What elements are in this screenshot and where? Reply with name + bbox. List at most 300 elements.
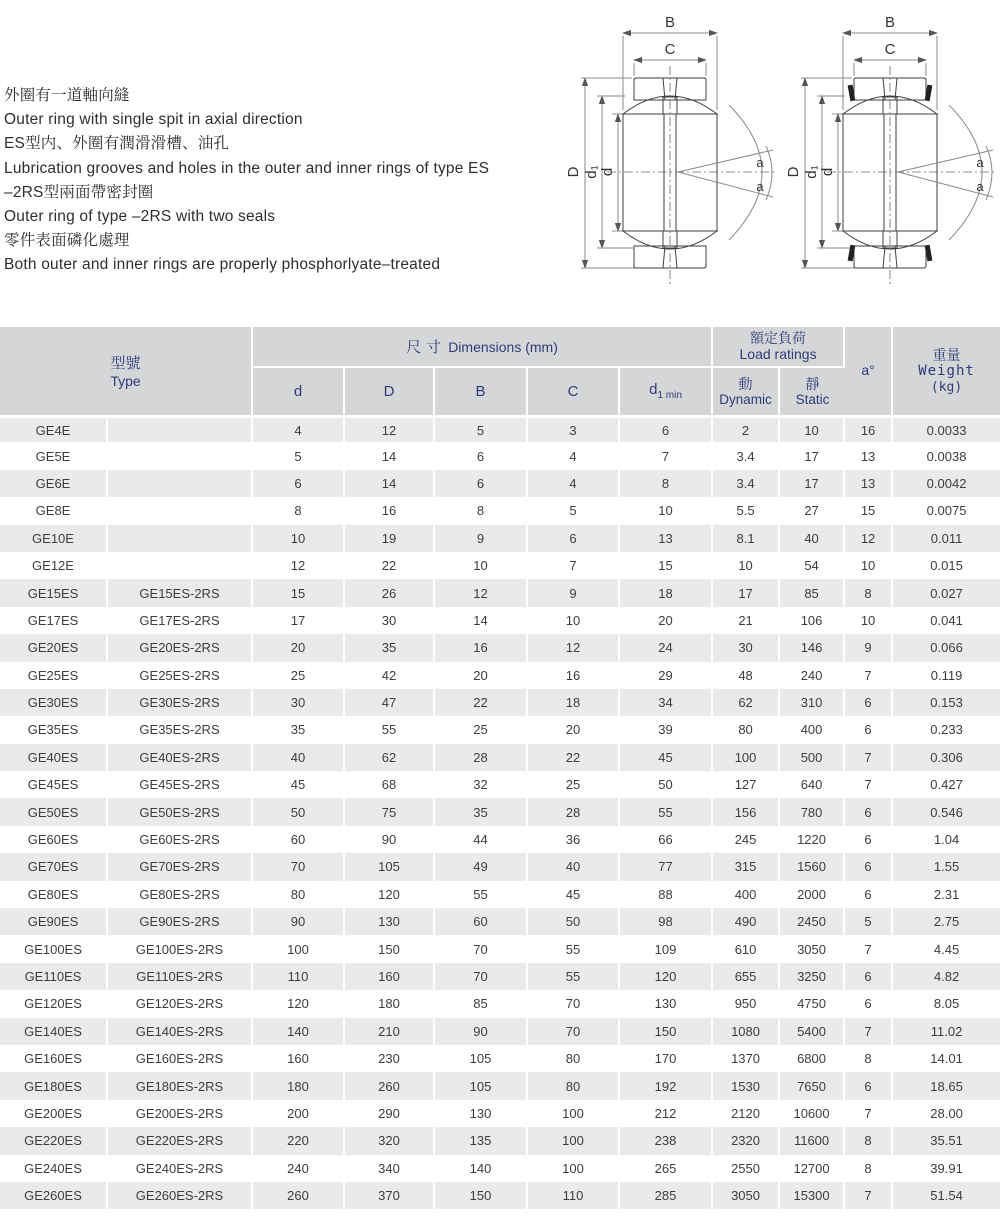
table-row bbox=[0, 963, 1000, 990]
cell-d: 40 bbox=[253, 744, 345, 771]
cell-type-2rs: GE100ES-2RS bbox=[108, 935, 253, 962]
cell-d: 70 bbox=[253, 853, 345, 880]
cell-type: GE5E bbox=[0, 442, 108, 469]
cell-static: 146 bbox=[780, 634, 845, 661]
note-line: 外圈有一道軸向縫 bbox=[4, 87, 130, 104]
cell-d1-min: 150 bbox=[620, 1018, 713, 1045]
cell-type: GE120ES bbox=[0, 990, 108, 1017]
cell-static: 400 bbox=[780, 716, 845, 743]
cell-type: GE50ES bbox=[0, 798, 108, 825]
cell-C: 18 bbox=[528, 689, 620, 716]
cell-C: 70 bbox=[528, 1018, 620, 1045]
cell-type-2rs: GE160ES-2RS bbox=[108, 1045, 253, 1072]
cell-D: 19 bbox=[345, 525, 435, 552]
cell-angle: 8 bbox=[845, 1155, 893, 1182]
cell-D: 260 bbox=[345, 1072, 435, 1099]
cell-angle: 6 bbox=[845, 990, 893, 1017]
cell-angle: 7 bbox=[845, 744, 893, 771]
cell-D: 210 bbox=[345, 1018, 435, 1045]
cell-C: 9 bbox=[528, 579, 620, 606]
cell-static: 10 bbox=[780, 415, 845, 442]
cell-angle: 6 bbox=[845, 689, 893, 716]
cell-C: 45 bbox=[528, 881, 620, 908]
header-weight-zh: 重量 bbox=[932, 346, 961, 363]
cell-B: 105 bbox=[435, 1045, 528, 1072]
table-row bbox=[0, 990, 1000, 1017]
dim-label-d1: d₁ bbox=[583, 165, 600, 179]
cell-C: 40 bbox=[528, 853, 620, 880]
table-row bbox=[0, 716, 1000, 743]
cell-type-2rs: GE200ES-2RS bbox=[108, 1100, 253, 1127]
dim-label-C: C bbox=[884, 41, 896, 58]
cell-B: 105 bbox=[435, 1072, 528, 1099]
cell-type-2rs: GE45ES-2RS bbox=[108, 771, 253, 798]
dim-label-d: d bbox=[599, 167, 616, 177]
cell-type: GE60ES bbox=[0, 826, 108, 853]
cell-B: 8 bbox=[435, 497, 528, 524]
cell-weight: 0.066 bbox=[893, 634, 1000, 661]
cell-D: 26 bbox=[345, 579, 435, 606]
cell-d: 120 bbox=[253, 990, 345, 1017]
cell-type: GE240ES bbox=[0, 1155, 108, 1182]
table-row bbox=[0, 689, 1000, 716]
cell-C: 80 bbox=[528, 1045, 620, 1072]
header-type bbox=[0, 327, 253, 415]
bearing-spec-table bbox=[0, 327, 1000, 1209]
cell-B: 14 bbox=[435, 607, 528, 634]
cell-type: GE70ES bbox=[0, 853, 108, 880]
cell-d1-min: 29 bbox=[620, 662, 713, 689]
cell-d: 10 bbox=[253, 525, 345, 552]
cell-type: GE110ES bbox=[0, 963, 108, 990]
cell-angle: 6 bbox=[845, 1072, 893, 1099]
cell-static: 2450 bbox=[780, 908, 845, 935]
cell-type-2rs: GE30ES-2RS bbox=[108, 689, 253, 716]
table-row bbox=[0, 798, 1000, 825]
cell-type-2rs: GE25ES-2RS bbox=[108, 662, 253, 689]
cell-D: 16 bbox=[345, 497, 435, 524]
cell-weight: 0.306 bbox=[893, 744, 1000, 771]
header-load-en: Load ratings bbox=[739, 345, 817, 362]
cell-type-2rs: GE110ES-2RS bbox=[108, 963, 253, 990]
cell-B: 28 bbox=[435, 744, 528, 771]
cell-C: 25 bbox=[528, 771, 620, 798]
cell-C: 20 bbox=[528, 716, 620, 743]
cell-weight: 35.51 bbox=[893, 1127, 1000, 1154]
cell-d: 20 bbox=[253, 634, 345, 661]
cell-weight: 0.0033 bbox=[893, 415, 1000, 442]
cell-angle: 8 bbox=[845, 579, 893, 606]
cell-static: 500 bbox=[780, 744, 845, 771]
cell-B: 55 bbox=[435, 881, 528, 908]
header-load-ratings bbox=[713, 327, 845, 368]
cell-d1-min: 6 bbox=[620, 415, 713, 442]
cell-d1-min: 15 bbox=[620, 552, 713, 579]
cell-d: 140 bbox=[253, 1018, 345, 1045]
header-col-B: B bbox=[435, 368, 528, 415]
cell-type-2rs: GE17ES-2RS bbox=[108, 607, 253, 634]
cell-type-2rs: GE140ES-2RS bbox=[108, 1018, 253, 1045]
cell-weight: 0.0038 bbox=[893, 442, 1000, 469]
cell-angle: 8 bbox=[845, 1127, 893, 1154]
table-row bbox=[0, 470, 1000, 497]
cell-type: GE220ES bbox=[0, 1127, 108, 1154]
cell-dynamic: 48 bbox=[713, 662, 780, 689]
cell-d: 12 bbox=[253, 552, 345, 579]
cell-type: GE80ES bbox=[0, 881, 108, 908]
cell-B: 60 bbox=[435, 908, 528, 935]
table-row bbox=[0, 826, 1000, 853]
cell-B: 10 bbox=[435, 552, 528, 579]
cell-d: 15 bbox=[253, 579, 345, 606]
table-row bbox=[0, 744, 1000, 771]
cell-D: 35 bbox=[345, 634, 435, 661]
cell-type-2rs: GE80ES-2RS bbox=[108, 881, 253, 908]
note-line: ES型内、外圈有潤滑滑槽、油孔 bbox=[4, 135, 230, 153]
cell-d: 220 bbox=[253, 1127, 345, 1154]
cell-weight: 18.65 bbox=[893, 1072, 1000, 1099]
cell-weight: 0.015 bbox=[893, 552, 1000, 579]
cell-dynamic: 3050 bbox=[713, 1182, 780, 1209]
cell-d: 35 bbox=[253, 716, 345, 743]
table-row bbox=[0, 552, 1000, 579]
cell-type-2rs: GE220ES-2RS bbox=[108, 1127, 253, 1154]
cell-static: 10600 bbox=[780, 1100, 845, 1127]
cell-C: 7 bbox=[528, 552, 620, 579]
cell-weight: 0.011 bbox=[893, 525, 1000, 552]
cell-static: 5400 bbox=[780, 1018, 845, 1045]
cell-angle: 7 bbox=[845, 1182, 893, 1209]
table-row bbox=[0, 415, 1000, 442]
cell-d: 6 bbox=[253, 470, 345, 497]
cell-type-2rs bbox=[108, 415, 253, 442]
dim-label-B: B bbox=[664, 14, 676, 31]
dim-label-D: D bbox=[565, 166, 582, 178]
cell-d1-min: 88 bbox=[620, 881, 713, 908]
cell-weight: 0.119 bbox=[893, 662, 1000, 689]
header-type-zh: 型號 bbox=[110, 354, 141, 372]
cell-dynamic: 80 bbox=[713, 716, 780, 743]
cell-type: GE15ES bbox=[0, 579, 108, 606]
cell-D: 47 bbox=[345, 689, 435, 716]
cell-dynamic: 127 bbox=[713, 771, 780, 798]
cell-weight: 28.00 bbox=[893, 1100, 1000, 1127]
cell-d1-min: 13 bbox=[620, 525, 713, 552]
cell-weight: 0.546 bbox=[893, 798, 1000, 825]
header-weight bbox=[893, 327, 1000, 415]
note-line: –2RS型兩面帶密封圈 bbox=[4, 183, 154, 201]
cell-d1-min: 39 bbox=[620, 716, 713, 743]
cell-type-2rs: GE260ES-2RS bbox=[108, 1182, 253, 1209]
header-weight-unit: (kg) bbox=[930, 379, 963, 395]
cell-type-2rs: GE240ES-2RS bbox=[108, 1155, 253, 1182]
cell-dynamic: 490 bbox=[713, 908, 780, 935]
cell-d: 160 bbox=[253, 1045, 345, 1072]
cell-d1-min: 130 bbox=[620, 990, 713, 1017]
cell-static: 3250 bbox=[780, 963, 845, 990]
angle-label-a-upper: a bbox=[976, 155, 984, 170]
cell-D: 370 bbox=[345, 1182, 435, 1209]
cell-weight: 11.02 bbox=[893, 1018, 1000, 1045]
cell-dynamic: 1530 bbox=[713, 1072, 780, 1099]
cell-static: 106 bbox=[780, 607, 845, 634]
cell-type: GE4E bbox=[0, 415, 108, 442]
cell-B: 35 bbox=[435, 798, 528, 825]
table-row bbox=[0, 771, 1000, 798]
header-dimensions-zh: 尺寸 bbox=[406, 339, 447, 356]
cell-type-2rs: GE50ES-2RS bbox=[108, 798, 253, 825]
cell-B: 90 bbox=[435, 1018, 528, 1045]
cell-weight: 1.04 bbox=[893, 826, 1000, 853]
cell-angle: 9 bbox=[845, 634, 893, 661]
cell-B: 9 bbox=[435, 525, 528, 552]
cell-angle: 6 bbox=[845, 716, 893, 743]
cell-D: 230 bbox=[345, 1045, 435, 1072]
cell-B: 49 bbox=[435, 853, 528, 880]
cell-D: 90 bbox=[345, 826, 435, 853]
cell-B: 135 bbox=[435, 1127, 528, 1154]
cell-type: GE45ES bbox=[0, 771, 108, 798]
cell-type: GE8E bbox=[0, 497, 108, 524]
cell-d1-min: 20 bbox=[620, 607, 713, 634]
cell-dynamic: 8.1 bbox=[713, 525, 780, 552]
cell-dynamic: 2120 bbox=[713, 1100, 780, 1127]
table-row bbox=[0, 1155, 1000, 1182]
cell-C: 16 bbox=[528, 662, 620, 689]
cell-type-2rs: GE35ES-2RS bbox=[108, 716, 253, 743]
cell-D: 62 bbox=[345, 744, 435, 771]
bearing-diagram-es bbox=[545, 0, 775, 300]
dim-label-B: B bbox=[884, 14, 896, 31]
cell-d1-min: 18 bbox=[620, 579, 713, 606]
cell-angle: 7 bbox=[845, 1018, 893, 1045]
cell-type: GE10E bbox=[0, 525, 108, 552]
cell-angle: 16 bbox=[845, 415, 893, 442]
cell-type-2rs: GE15ES-2RS bbox=[108, 579, 253, 606]
cell-d: 5 bbox=[253, 442, 345, 469]
cell-weight: 14.01 bbox=[893, 1045, 1000, 1072]
cell-type-2rs bbox=[108, 442, 253, 469]
cell-type: GE260ES bbox=[0, 1182, 108, 1209]
cell-D: 160 bbox=[345, 963, 435, 990]
angle-arc bbox=[986, 146, 992, 200]
cell-d1-min: 66 bbox=[620, 826, 713, 853]
cell-d: 260 bbox=[253, 1182, 345, 1209]
bearing-cross-section-2rs bbox=[765, 0, 995, 300]
cell-weight: 4.45 bbox=[893, 935, 1000, 962]
cell-type: GE17ES bbox=[0, 607, 108, 634]
table-row bbox=[0, 1018, 1000, 1045]
cell-type-2rs: GE40ES-2RS bbox=[108, 744, 253, 771]
cell-angle: 10 bbox=[845, 607, 893, 634]
cell-D: 42 bbox=[345, 662, 435, 689]
cell-type: GE20ES bbox=[0, 634, 108, 661]
cell-C: 22 bbox=[528, 744, 620, 771]
cell-C: 55 bbox=[528, 963, 620, 990]
cell-d1-min: 10 bbox=[620, 497, 713, 524]
cell-B: 25 bbox=[435, 716, 528, 743]
cell-dynamic: 156 bbox=[713, 798, 780, 825]
cell-B: 20 bbox=[435, 662, 528, 689]
cell-d: 4 bbox=[253, 415, 345, 442]
cell-d: 45 bbox=[253, 771, 345, 798]
cell-type: GE100ES bbox=[0, 935, 108, 962]
note-line: Both outer and inner rings are properly phosphorlyate–treated bbox=[4, 256, 441, 274]
table-row bbox=[0, 662, 1000, 689]
cell-type-2rs bbox=[108, 552, 253, 579]
cell-angle: 7 bbox=[845, 771, 893, 798]
dim-label-d1: d₁ bbox=[803, 165, 820, 179]
cell-type: GE200ES bbox=[0, 1100, 108, 1127]
cell-B: 130 bbox=[435, 1100, 528, 1127]
cell-D: 14 bbox=[345, 442, 435, 469]
cell-C: 4 bbox=[528, 470, 620, 497]
cell-angle: 15 bbox=[845, 497, 893, 524]
cell-weight: 0.0075 bbox=[893, 497, 1000, 524]
cell-angle: 10 bbox=[845, 552, 893, 579]
table-row bbox=[0, 1045, 1000, 1072]
cell-angle: 12 bbox=[845, 525, 893, 552]
cell-B: 32 bbox=[435, 771, 528, 798]
cell-d: 17 bbox=[253, 607, 345, 634]
header-col-d1min: $d_{1 min}$ bbox=[620, 368, 713, 415]
cell-C: 100 bbox=[528, 1155, 620, 1182]
cell-C: 36 bbox=[528, 826, 620, 853]
bearing-cross-section-es bbox=[545, 0, 775, 300]
cell-B: 6 bbox=[435, 442, 528, 469]
cell-C: 100 bbox=[528, 1127, 620, 1154]
table-row bbox=[0, 1100, 1000, 1127]
cell-dynamic: 2550 bbox=[713, 1155, 780, 1182]
header-type-en: Type bbox=[110, 372, 141, 389]
cell-C: 55 bbox=[528, 935, 620, 962]
sphere-arc bbox=[949, 105, 982, 240]
cell-B: 85 bbox=[435, 990, 528, 1017]
cell-d: 200 bbox=[253, 1100, 345, 1127]
cell-static: 7650 bbox=[780, 1072, 845, 1099]
cell-B: 70 bbox=[435, 963, 528, 990]
cell-weight: 51.54 bbox=[893, 1182, 1000, 1209]
cell-angle: 6 bbox=[845, 826, 893, 853]
cell-dynamic: 100 bbox=[713, 744, 780, 771]
cell-static: 1560 bbox=[780, 853, 845, 880]
cell-D: 55 bbox=[345, 716, 435, 743]
note-line: 零件表面磷化處理 bbox=[4, 232, 130, 250]
cell-d: 30 bbox=[253, 689, 345, 716]
cell-angle: 6 bbox=[845, 798, 893, 825]
cell-type: GE180ES bbox=[0, 1072, 108, 1099]
cell-B: 22 bbox=[435, 689, 528, 716]
angle-label-a-upper: a bbox=[756, 155, 764, 170]
header-col-C: C bbox=[528, 368, 620, 415]
table-row bbox=[0, 853, 1000, 880]
cell-type-2rs: GE70ES-2RS bbox=[108, 853, 253, 880]
dim-label-d: d bbox=[819, 167, 836, 177]
cell-angle: 5 bbox=[845, 908, 893, 935]
table-row bbox=[0, 497, 1000, 524]
cell-weight: 0.153 bbox=[893, 689, 1000, 716]
cell-weight: 2.31 bbox=[893, 881, 1000, 908]
cell-type-2rs bbox=[108, 497, 253, 524]
header-load-zh: 額定負荷 bbox=[750, 329, 807, 346]
cell-weight: 0.0042 bbox=[893, 470, 1000, 497]
cell-dynamic: 30 bbox=[713, 634, 780, 661]
cell-type-2rs bbox=[108, 470, 253, 497]
cell-weight: 1.55 bbox=[893, 853, 1000, 880]
angle-label-a-lower: a bbox=[976, 179, 984, 194]
cell-d1-min: 24 bbox=[620, 634, 713, 661]
cell-C: 50 bbox=[528, 908, 620, 935]
cell-d: 25 bbox=[253, 662, 345, 689]
cell-D: 120 bbox=[345, 881, 435, 908]
cell-D: 290 bbox=[345, 1100, 435, 1127]
cell-angle: 13 bbox=[845, 470, 893, 497]
cell-D: 22 bbox=[345, 552, 435, 579]
cell-type: GE140ES bbox=[0, 1018, 108, 1045]
cell-D: 75 bbox=[345, 798, 435, 825]
cell-type: GE40ES bbox=[0, 744, 108, 771]
cell-B: 16 bbox=[435, 634, 528, 661]
header-col-dynamic: 動 Dynamic bbox=[713, 368, 780, 415]
note-line: Outer ring with single spit in axial direction bbox=[4, 111, 303, 129]
table-row bbox=[0, 525, 1000, 552]
cell-D: 320 bbox=[345, 1127, 435, 1154]
cell-weight: 39.91 bbox=[893, 1155, 1000, 1182]
cell-dynamic: 10 bbox=[713, 552, 780, 579]
table-row bbox=[0, 935, 1000, 962]
cell-d: 240 bbox=[253, 1155, 345, 1182]
cell-C: 70 bbox=[528, 990, 620, 1017]
cell-dynamic: 400 bbox=[713, 881, 780, 908]
cell-static: 11600 bbox=[780, 1127, 845, 1154]
cell-type: GE35ES bbox=[0, 716, 108, 743]
cell-d: 50 bbox=[253, 798, 345, 825]
cell-B: 150 bbox=[435, 1182, 528, 1209]
cell-d: 180 bbox=[253, 1072, 345, 1099]
cell-static: 4750 bbox=[780, 990, 845, 1017]
cell-type: GE30ES bbox=[0, 689, 108, 716]
cell-type-2rs: GE60ES-2RS bbox=[108, 826, 253, 853]
table-row bbox=[0, 579, 1000, 606]
cell-C: 28 bbox=[528, 798, 620, 825]
cell-C: 5 bbox=[528, 497, 620, 524]
cell-D: 180 bbox=[345, 990, 435, 1017]
cell-static: 2000 bbox=[780, 881, 845, 908]
dim-label-D: D bbox=[785, 166, 802, 178]
cell-static: 310 bbox=[780, 689, 845, 716]
cell-d1-min: 212 bbox=[620, 1100, 713, 1127]
cell-dynamic: 245 bbox=[713, 826, 780, 853]
header-angle bbox=[845, 327, 893, 415]
header-weight-en: Weight bbox=[918, 362, 975, 379]
cell-weight: 0.427 bbox=[893, 771, 1000, 798]
cell-dynamic: 21 bbox=[713, 607, 780, 634]
cell-D: 340 bbox=[345, 1155, 435, 1182]
cell-static: 27 bbox=[780, 497, 845, 524]
cell-C: 3 bbox=[528, 415, 620, 442]
cell-dynamic: 1370 bbox=[713, 1045, 780, 1072]
cell-angle: 13 bbox=[845, 442, 893, 469]
cell-static: 640 bbox=[780, 771, 845, 798]
cell-static: 17 bbox=[780, 470, 845, 497]
cell-static: 3050 bbox=[780, 935, 845, 962]
cell-dynamic: 3.4 bbox=[713, 470, 780, 497]
note-line: Lubrication grooves and holes in the outer and inner rings of type ES bbox=[4, 159, 490, 177]
cell-dynamic: 2 bbox=[713, 415, 780, 442]
cell-dynamic: 655 bbox=[713, 963, 780, 990]
table-row bbox=[0, 1072, 1000, 1099]
cell-static: 12700 bbox=[780, 1155, 845, 1182]
